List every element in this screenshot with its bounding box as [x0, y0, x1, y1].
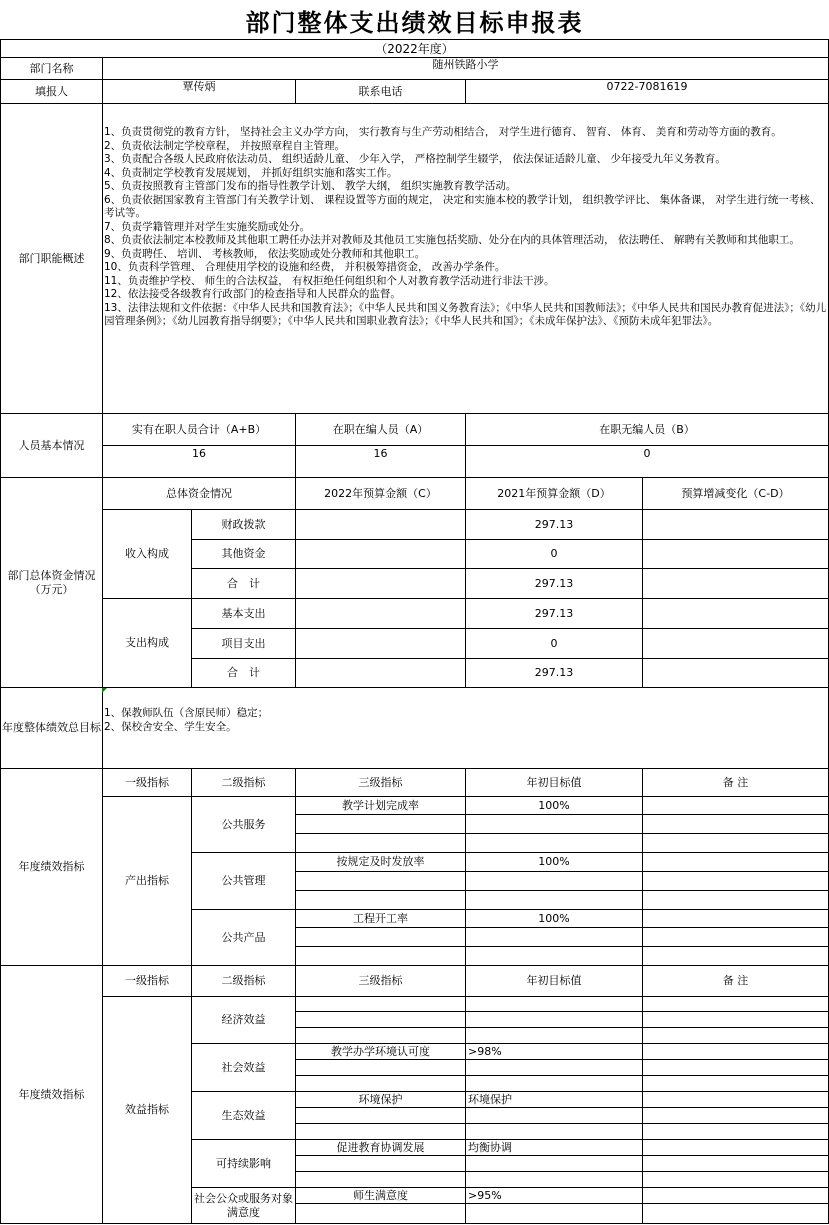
grid-line: [295, 1171, 829, 1172]
perf2-group-item: 教学办学环境认可度: [331, 1044, 430, 1058]
fund-row-name: 其他资金: [221, 547, 266, 560]
perf1-group-name: 公共产品: [221, 930, 266, 944]
duty-item: 7、负责学籍管理并对学生实施奖励或处分。: [104, 220, 311, 233]
perf2-group-name: 可持续影响: [216, 1156, 271, 1170]
perf2-header-target: 年初目标值: [526, 974, 582, 987]
duty-item: 13、法律法规和文件依据：《中华人民共和国教育法》；《中华人民共和国义务教育法》；《中华人民共和国教师法》；《中华人民共和国民办教育促进法》；《幼儿园管理条例》；《幼儿园教育指导纲要》；《中华人民共和国职业教育法》；《中华人民共和国》；《未成年保护法》、《预防未成年犯罪法》。: [104, 301, 827, 327]
duty-item: 10、负责科学管理、 合理使用学校的设施和经费， 并积极筹措资金， 改善办学条件。: [104, 261, 506, 273]
perf2-group-target: >98%: [468, 1044, 502, 1058]
income-label: 收入构成: [125, 547, 169, 560]
perf2-group-name: 经济效益: [221, 1013, 266, 1026]
perf1-level1-value: 产出指标: [125, 874, 169, 887]
fund-row-value: 0: [550, 636, 558, 650]
filler-name: 覃传炳: [182, 80, 216, 93]
grid-line: [295, 946, 829, 947]
duty-item: 6、负责依据国家教育主管部门有关教学计划、 课程设置等方面的规定， 决定和实施本校的教学计划， 组织教学评比、 集体备课， 对学生进行统一考核、 考试等。: [104, 193, 821, 219]
goals-label: 年度整体绩效总目标: [2, 721, 101, 734]
perf1-group-item: 工程开工率: [353, 911, 408, 925]
fund-row-value: 297.13: [534, 666, 574, 679]
grid-line: [295, 1107, 829, 1108]
goal-item: 1、保教师队伍（含原民师）稳定；: [104, 707, 269, 719]
grid-line: [295, 1027, 829, 1028]
fund-row-value: 297.13: [534, 606, 574, 620]
expense-label: 支出构成: [125, 636, 169, 649]
perf1-header-remark: 备 注: [722, 775, 749, 789]
perf2-group-name: 社会公众或服务对象满意度: [194, 1191, 293, 1219]
perf1-group-target: 100%: [538, 855, 570, 868]
grid-line: [0, 103, 829, 104]
perf2-group-item: 环境保护: [358, 1092, 403, 1106]
perf1-header-level3: 三级指标: [358, 775, 403, 789]
grid-line: [0, 687, 829, 688]
staff-header-funded: 在职在编人员（A）: [332, 422, 429, 436]
perf1-header-target: 年初目标值: [526, 775, 582, 789]
perf2-group-target: 环境保护: [468, 1092, 512, 1106]
duty-item: 4、负责制定学校教育发展规划， 并抓好组织实施和落实工作。: [104, 166, 398, 179]
perf1-header-level1: 一级指标: [125, 775, 169, 789]
funds-header-overall: 总体资金情况: [166, 486, 232, 500]
perf2-label: 年度绩效指标: [18, 1087, 85, 1101]
duty-item: 3、负责配合各级人民政府依法动员、 组织适龄儿童、 少年入学， 严格控制学生辍学， 依法保证适龄儿童、 少年接受九年义务教育。: [104, 153, 726, 165]
staff-value-total: 16: [192, 447, 206, 460]
perf1-group-name: 公共服务: [221, 817, 266, 831]
perf2-header-remark: 备 注: [722, 974, 749, 987]
grid-line: [295, 1075, 829, 1076]
funds-header-2021: 2021年预算金额（D）: [497, 486, 611, 500]
staff-value-funded: 16: [373, 447, 388, 460]
perf2-level1-value: 效益指标: [125, 1103, 169, 1116]
perf2-group-item: 促进教育协调发展: [336, 1140, 425, 1154]
grid-line: [295, 1155, 829, 1156]
dept-name-label: 部门名称: [29, 61, 74, 75]
duty-item: 8、负责依法制定本校教师及其他职工聘任办法并对教师及其他员工实施包括奖励、处分在内的具体管理活动， 依法聘任、 解聘有关教师和其他职工。: [104, 234, 800, 246]
perf1-header-level2: 二级指标: [221, 775, 266, 789]
form-title: 部门整体支出绩效目标申报表: [245, 8, 584, 37]
duty-item: 1、负责贯彻党的教育方针， 坚持社会主义办学方向， 实行教育与生产劳动相结合， 对学生进行德育、 智育、 体育、 美育和劳动等方面的教育。: [104, 126, 782, 138]
perf2-header-level2: 二级指标: [221, 974, 266, 987]
perf1-group-target: 100%: [538, 911, 570, 925]
grid-line: [295, 927, 829, 928]
staff-header-unfunded: 在职无编人员（B）: [599, 422, 695, 436]
phone-value: 0722-7081619: [606, 80, 688, 93]
duty-item: 5、负责按照教育主管部门发布的指导性教学计划、 教学大纲， 组织实施教育教学活动。: [104, 180, 517, 192]
grid-line: [295, 1123, 829, 1124]
goal-item: 2、保校舍安全、学生安全。: [104, 721, 237, 733]
perf1-label: 年度绩效指标: [18, 860, 85, 873]
duty-item: 11、负责维护学校、 师生的合法权益， 有权拒绝任何组织和个人对教育教学活动进行非法干涉。: [104, 274, 555, 287]
funds-header-change: 预算增减变化（C-D）: [681, 486, 790, 500]
fund-row-name: 基本支出: [221, 606, 266, 620]
perf1-group-name: 公共管理: [221, 874, 266, 887]
perf2-header-level3: 三级指标: [358, 974, 403, 987]
perf2-group-name: 社会效益: [221, 1060, 266, 1074]
phone-label: 联系电话: [358, 84, 403, 98]
perf1-group-item: 按规定及时发放率: [336, 855, 425, 868]
grid-line: [642, 965, 643, 1224]
cell-comment-marker: [102, 688, 107, 693]
perf2-group-target: >95%: [468, 1188, 502, 1202]
staff-label: 人员基本情况: [18, 438, 85, 452]
funds-header-2022: 2022年预算金额（C）: [324, 486, 437, 500]
staff-header-total: 实有在职人员合计（A+B）: [131, 422, 267, 436]
grid-line: [642, 768, 643, 965]
fund-row-value: 297.13: [534, 517, 574, 531]
perf2-group-target: 均衡协调: [468, 1140, 512, 1154]
goals-text: [104, 706, 504, 734]
grid-line: [0, 1223, 829, 1224]
dept-name-value: 随州铁路小学: [432, 58, 499, 71]
year-label: （2022年度）: [375, 41, 454, 56]
grid-line: [295, 1011, 829, 1012]
perf2-group-item: 师生满意度: [353, 1188, 408, 1202]
duty-item: 2、负责依法制定学校章程， 并按照章程自主管理。: [104, 139, 346, 152]
duty-item: 12、依法接受各级教育行政部门的检查指导和人民群众的监督。: [104, 288, 401, 300]
perf2-group-name: 生态效益: [221, 1108, 266, 1122]
grid-line: [295, 890, 829, 891]
funds-label: 部门总体资金情况（万元）: [7, 568, 96, 596]
grid-line: [295, 833, 829, 834]
grid-line: [295, 871, 829, 872]
filler-label: 填报人: [35, 84, 68, 98]
perf1-group-target: 100%: [538, 798, 570, 812]
duties-label: 部门职能概述: [18, 251, 85, 265]
duties-text: [104, 126, 827, 329]
fund-row-name: 合 计: [227, 576, 260, 590]
duty-item: 9、负责聘任、 培训、 考核教师， 依法奖励或处分教师和其他职工。: [104, 247, 426, 260]
grid-line: [295, 1203, 829, 1204]
grid-line: [295, 814, 829, 815]
perf2-header-level1: 一级指标: [125, 974, 169, 987]
fund-row-name: 合 计: [227, 666, 260, 679]
staff-value-unfunded: 0: [643, 447, 651, 460]
fund-row-value: 297.13: [534, 576, 574, 590]
fund-row-value: 0: [550, 547, 558, 560]
fund-row-name: 项目支出: [221, 636, 266, 650]
grid-line: [295, 1059, 829, 1060]
perf1-group-item: 教学计划完成率: [342, 798, 419, 812]
fund-row-name: 财政拨款: [221, 517, 266, 531]
